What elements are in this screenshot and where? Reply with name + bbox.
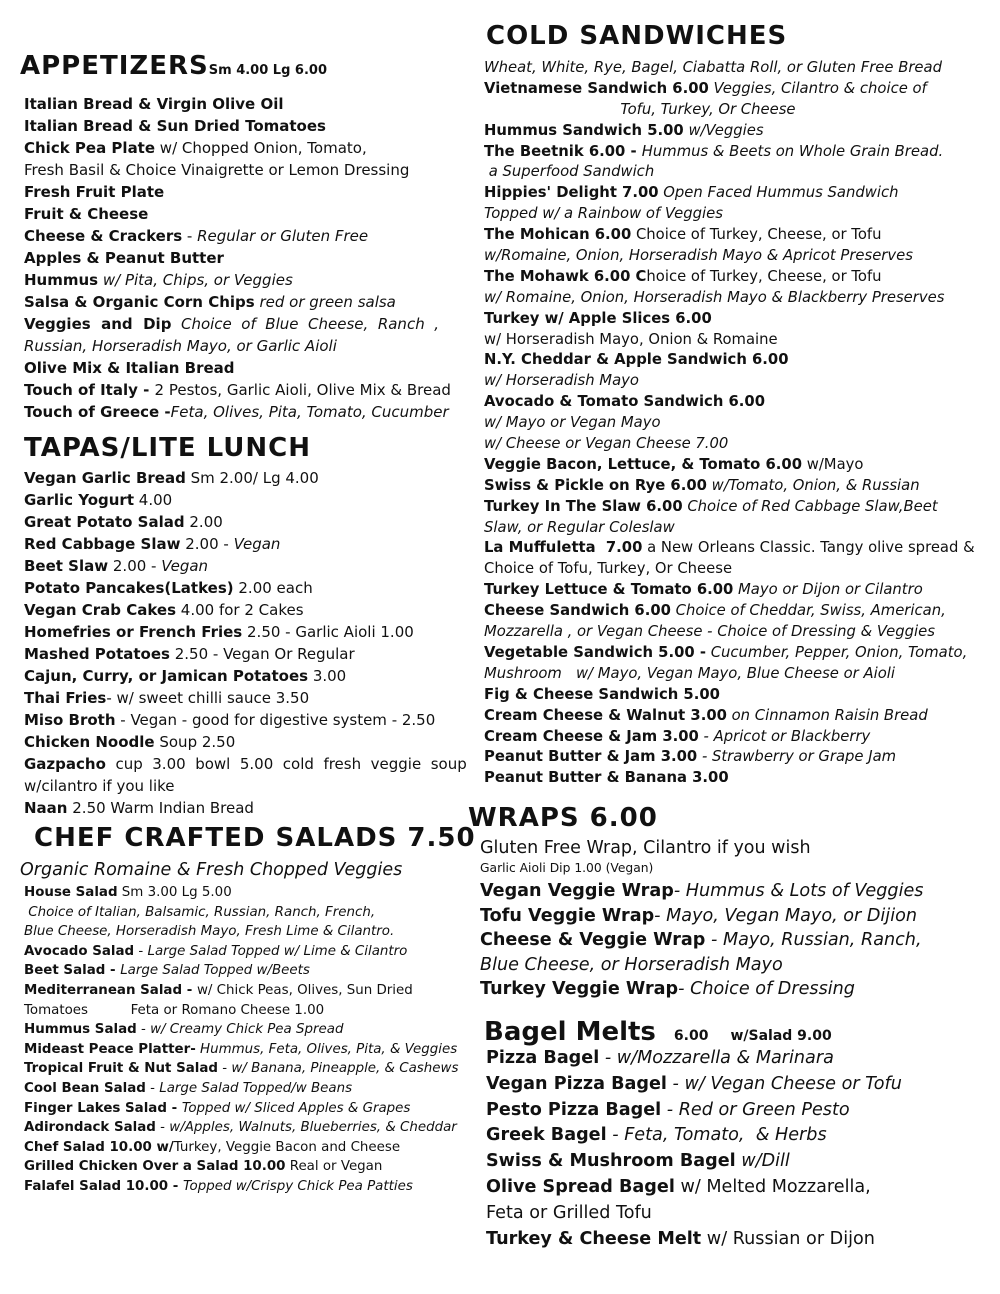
menu-line <box>24 533 464 555</box>
menu-line <box>24 961 464 981</box>
menu-line <box>484 350 984 371</box>
item-description-italic: a Superfood Sandwich <box>484 163 655 181</box>
item-name: Salsa & Organic Corn Chips <box>24 293 255 311</box>
item-name: Great Potato Salad <box>24 513 185 531</box>
item-description-italic: Cucumber, Pepper, Onion, Tomato, <box>705 643 968 661</box>
item-description-italic: w/ Creamy Chick Pea Spread <box>150 1022 344 1038</box>
menu-line <box>484 100 984 121</box>
menu-line <box>480 879 984 904</box>
cold-sandwiches-list <box>484 58 984 789</box>
item-name: Fruit & Cheese <box>24 205 149 223</box>
menu-line <box>24 93 464 115</box>
menu-line <box>24 922 464 942</box>
item-description-italic: Choice of Cheddar, Swiss, American, <box>670 602 946 620</box>
appetizers-price: Sm 4.00 Lg 6.00 <box>208 63 327 78</box>
item-name: Turkey w/ Apple Slices 6.00 <box>484 309 712 327</box>
item-description: Choice of Turkey, Cheese, or Tofu <box>631 226 882 244</box>
item-description: w/ Chopped Onion, Tomato, <box>155 139 367 157</box>
item-name: Italian Bread & Sun Dried Tomatoes <box>24 117 326 135</box>
item-name: The Mohican 6.00 <box>484 226 632 244</box>
menu-line <box>484 121 984 142</box>
item-name: Potato Pancakes(Latkes) <box>24 579 234 597</box>
item-description-italic: - w/Mozzarella & Marinara <box>599 1048 834 1068</box>
menu-line <box>24 775 464 797</box>
item-description-italic: Large Salad Topped/w Beans <box>159 1080 353 1096</box>
item-description-italic: Topped w/Crispy Chick Pea Patties <box>182 1178 413 1194</box>
item-description-italic: Choice of Blue Cheese, Ranch , <box>171 315 439 333</box>
item-description-italic: w/ Banana, Pineapple, & Cashews <box>231 1061 459 1077</box>
menu-line <box>480 928 984 953</box>
item-description: 2.50 - Vegan Or Regular <box>169 645 355 663</box>
menu-line <box>24 1020 464 1040</box>
item-description-italic: w/Tomato, Onion, & Russian <box>706 476 920 494</box>
item-name: Pesto Pizza Bagel <box>486 1099 662 1120</box>
menu-line <box>484 768 984 789</box>
item-name: Apples & Peanut Butter <box>24 249 224 267</box>
item-name: Cheese & Crackers <box>24 227 183 245</box>
item-name: Red Cabbage Slaw <box>24 535 181 553</box>
bagel-melts-price: 6.00 <box>673 1028 709 1044</box>
item-description-italic: - Red or Green Pesto <box>661 1099 850 1120</box>
item-description: - <box>182 227 198 245</box>
item-description-italic: Mayo or Dijon or Cilantro <box>733 581 923 599</box>
menu-line <box>484 142 984 163</box>
item-name: Vegan Garlic Bread <box>24 469 186 487</box>
menu-line <box>24 335 464 357</box>
item-description: Fresh Basil & Choice Vinaigrette or Lemon Dressing <box>24 161 410 179</box>
menu-line <box>484 79 984 100</box>
item-name: Olive Spread Bagel <box>486 1176 675 1197</box>
menu-line <box>484 162 984 183</box>
item-name: Cajun, Curry, or Jamican Potatoes <box>24 667 309 685</box>
item-description-italic: Vegan <box>161 557 209 575</box>
menu-line <box>24 489 464 511</box>
item-description: a New Orleans Classic. Tangy olive spread & <box>642 539 975 557</box>
appetizers-title: APPETIZERS <box>20 51 209 81</box>
item-name: Gazpacho <box>24 755 106 773</box>
item-name: House Salad <box>24 885 118 900</box>
item-description-italic: Blue Cheese, or Horseradish Mayo <box>480 954 783 975</box>
item-name: Tropical Fruit & Nut Salad <box>24 1061 218 1077</box>
menu-line <box>484 685 984 706</box>
item-name: Swiss & Mushroom Bagel <box>486 1151 736 1172</box>
bagel-melts-list <box>486 1046 984 1252</box>
item-name: Thai Fries <box>24 689 107 707</box>
menu-line <box>24 731 464 753</box>
item-description-italic: Hummus, Feta, Olives, Pita, & Veggies <box>195 1041 458 1057</box>
item-description: 2.00 each <box>233 579 313 597</box>
item-description: w/ Melted Mozzarella, <box>674 1176 871 1197</box>
item-name: Tofu Veggie Wrap <box>480 905 655 926</box>
item-name: Greek Bagel <box>486 1125 607 1146</box>
item-description: Tomatoes Feta or Romano Cheese 1.00 <box>24 1002 325 1018</box>
item-description: 3.00 <box>308 667 347 685</box>
item-description-italic: Veggies, Cilantro & choice of <box>708 79 927 97</box>
menu-line <box>486 1046 984 1072</box>
menu-line <box>484 309 984 330</box>
item-name: Touch of Italy - <box>24 381 155 399</box>
menu-line <box>24 247 464 269</box>
menu-line <box>24 115 464 137</box>
item-description-italic: w/ Horseradish Mayo <box>484 372 639 390</box>
item-description: Feta or Grilled Tofu <box>486 1202 652 1223</box>
item-name: Vegan Crab Cakes <box>24 601 177 619</box>
item-name: Peanut Butter & Jam 3.00 <box>484 748 698 766</box>
item-description-italic: on Cinnamon Raisin Bread <box>726 706 928 724</box>
item-description: - <box>136 1022 151 1038</box>
item-description: hoice of Turkey, Cheese, or Tofu <box>646 267 882 285</box>
tapas-list <box>24 467 467 819</box>
item-description: - <box>145 1080 160 1096</box>
item-description: w/cilantro if you like <box>24 777 175 795</box>
item-name: Mideast Peace Platter- <box>24 1041 196 1057</box>
menu-line <box>486 1175 984 1201</box>
item-description-italic: Choice of Red Cabbage Slaw,Beet <box>682 497 938 515</box>
menu-line <box>24 1079 464 1099</box>
item-description: w/ Chick Peas, Olives, Sun Dried <box>196 982 413 998</box>
menu-line <box>484 183 984 204</box>
item-description-italic: - Hummus & Lots of Veggies <box>673 881 924 901</box>
item-description: - <box>134 943 148 959</box>
menu-line <box>24 1157 464 1177</box>
wraps-list <box>480 879 984 1002</box>
item-name: Veggies and Dip <box>24 315 172 333</box>
menu-line <box>484 538 984 559</box>
item-description-italic: Mozzarella , or Vegan Cheese - Choice of Dressing & Veggies <box>484 623 935 641</box>
item-description-italic: w/ Mayo or Vegan Mayo <box>484 414 661 432</box>
item-description: 2 Pestos, Garlic Aioli, Olive Mix & Bread <box>154 381 451 399</box>
item-name: Italian Bread & Virgin Olive Oil <box>24 95 284 113</box>
item-description: - Vegan - good for digestive system - 2.50 <box>115 711 436 729</box>
menu-line <box>24 1059 464 1079</box>
menu-line <box>484 455 984 476</box>
item-name: Finger Lakes Salad - <box>24 1100 182 1116</box>
item-description-italic: Tofu, Turkey, Or Cheese <box>484 100 796 118</box>
menu-line <box>484 371 984 392</box>
menu-line <box>484 518 984 539</box>
item-description-italic: - Mayo, Vegan Mayo, or Dijion <box>654 905 917 926</box>
menu-line <box>480 977 984 1002</box>
item-description-italic: w/ Romaine, Onion, Horseradish Mayo & Blackberry Preserves <box>484 288 945 306</box>
item-description: 2.00 - <box>108 557 162 575</box>
menu-line <box>484 288 984 309</box>
menu-line <box>24 555 464 577</box>
item-name: Avocado Salad <box>24 943 135 959</box>
item-description-italic: Large Salad Topped w/ Lime & Cilantro <box>147 943 408 959</box>
item-description-italic: w/Apples, Walnuts, Blueberries, & Cheddar <box>169 1120 457 1136</box>
menu-line <box>24 511 464 533</box>
menu-line <box>486 1149 984 1175</box>
item-description-italic: Blue Cheese, Horseradish Mayo, Fresh Lime & Cilantro. <box>24 924 395 940</box>
menu-line <box>486 1072 984 1098</box>
menu-line <box>24 159 464 181</box>
item-name: Turkey Lettuce & Tomato 6.00 <box>484 581 734 599</box>
menu-line <box>24 357 464 379</box>
item-description-italic: w/Romaine, Onion, Horseradish Mayo & Apricot Preserves <box>484 247 913 265</box>
menu-line <box>24 687 464 709</box>
item-name: Fresh Fruit Plate <box>24 183 165 201</box>
menu-line <box>24 903 464 923</box>
menu-line <box>24 942 464 962</box>
menu-line <box>24 269 464 291</box>
item-name: Cheese & Veggie Wrap <box>480 930 706 951</box>
item-name: Chef Salad 10.00 w/ <box>24 1139 174 1155</box>
item-name: Pizza Bagel <box>486 1048 600 1068</box>
menu-line <box>24 1001 464 1021</box>
menu-line <box>484 434 984 455</box>
item-name: The Beetnik 6.00 - <box>484 142 642 160</box>
item-description: 2.00 <box>184 513 223 531</box>
item-description-italic: - Feta, Tomato, & Herbs <box>606 1125 827 1146</box>
item-name: Hummus <box>24 271 99 289</box>
menu-line <box>24 643 464 665</box>
item-description-italic: Regular or Gluten Free <box>197 227 369 245</box>
menu-line <box>484 267 984 288</box>
item-description: Choice of Tofu, Turkey, Or Cheese <box>484 560 733 578</box>
salads-intro-text: Organic Romaine & Fresh Chopped Veggies <box>20 860 403 880</box>
item-name: Turkey In The Slaw 6.00 <box>484 497 683 515</box>
wraps-gluten-free-note: Gluten Free Wrap, Cilantro if you wish <box>480 838 811 858</box>
item-description-italic: - Strawberry or Grape Jam <box>697 748 897 766</box>
item-name: Cream Cheese & Walnut 3.00 <box>484 706 727 724</box>
appetizers-list <box>24 93 464 423</box>
item-name: Hummus Sandwich 5.00 <box>484 121 684 139</box>
item-name: Homefries or French Fries <box>24 623 243 641</box>
menu-line <box>24 753 467 775</box>
wraps-intro <box>480 836 984 876</box>
menu-line <box>484 643 984 664</box>
item-name: Naan <box>24 799 68 817</box>
item-name: Grilled Chicken Over a Salad 10.00 <box>24 1159 286 1175</box>
menu-line <box>484 413 984 434</box>
item-name: Falafel Salad 10.00 - <box>24 1178 183 1194</box>
menu-line <box>484 747 984 768</box>
item-description-italic: Slaw, or Regular Coleslaw <box>484 518 675 536</box>
item-description-italic: Wheat, White, Rye, Bagel, Ciabatta Roll, or Gluten Free Bread <box>484 59 942 76</box>
menu-line <box>24 1040 464 1060</box>
tapas-heading: TAPAS/LITE LUNCH <box>24 433 311 463</box>
menu-line <box>484 330 984 351</box>
item-name: Mashed Potatoes <box>24 645 170 663</box>
item-name: Vegan Pizza Bagel <box>486 1073 667 1094</box>
item-description: - <box>155 1120 170 1136</box>
item-description-italic: Topped w/ a Rainbow of Veggies <box>484 205 723 223</box>
menu-line <box>484 246 984 267</box>
item-description-italic: Russian, Horseradish Mayo, or Garlic Aioli <box>24 337 337 355</box>
item-description-italic: - w/ Vegan Cheese or Tofu <box>666 1073 902 1094</box>
item-name: Hummus Salad <box>24 1022 137 1038</box>
menu-line <box>484 225 984 246</box>
wraps-aioli-note: Garlic Aioli Dip 1.00 (Vegan) <box>480 861 654 875</box>
menu-line <box>24 379 464 401</box>
menu-line <box>480 904 984 929</box>
menu-line <box>486 1201 984 1227</box>
item-description: Real or Vegan <box>285 1159 383 1175</box>
item-description: Turkey, Veggie Bacon and Cheese <box>173 1139 401 1155</box>
menu-line <box>24 1177 464 1197</box>
wraps-heading: WRAPS 6.00 <box>468 803 658 833</box>
item-name: N.Y. Cheddar & Apple Sandwich 6.00 <box>484 351 789 369</box>
item-description-italic: Choice of Italian, Balsamic, Russian, Ranch, French, <box>24 904 376 920</box>
menu-line <box>24 313 464 335</box>
bagel-melts-salad-price: w/Salad 9.00 <box>730 1028 832 1044</box>
item-name: Swiss & Pickle on Rye 6.00 <box>484 476 707 494</box>
menu-line <box>484 559 984 580</box>
salads-intro <box>20 857 464 883</box>
menu-line <box>24 1099 464 1119</box>
menu-line <box>24 291 464 313</box>
item-name: Mediterranean Salad - <box>24 982 197 998</box>
item-name: Garlic Yogurt <box>24 491 135 509</box>
item-description-italic: red or green salsa <box>254 293 396 311</box>
item-description: 4.00 for 2 Cakes <box>176 601 304 619</box>
menu-line <box>24 621 464 643</box>
menu-line <box>484 58 984 79</box>
menu-line <box>484 622 984 643</box>
menu-line <box>484 392 984 413</box>
item-name: Turkey & Cheese Melt <box>486 1228 702 1249</box>
menu-line <box>484 497 984 518</box>
menu-line <box>24 709 464 731</box>
menu-line <box>484 727 984 748</box>
item-description: - <box>217 1061 232 1077</box>
menu-line <box>486 1123 984 1149</box>
item-description-italic: Mushroom w/ Mayo, Vegan Mayo, Blue Cheese or Aioli <box>484 664 895 682</box>
item-description: w/ Horseradish Mayo, Onion & Romaine <box>484 330 778 348</box>
item-description: cup 3.00 bowl 5.00 cold fresh veggie soup <box>105 755 467 773</box>
item-name: Vietnamese Sandwich 6.00 <box>484 79 709 97</box>
item-name: Avocado & Tomato Sandwich 6.00 <box>484 393 766 411</box>
item-description: Soup 2.50 <box>154 733 236 751</box>
item-description: Sm 2.00/ Lg 4.00 <box>185 469 319 487</box>
item-description-italic: Hummus & Beets on Whole Grain Bread. <box>641 142 944 160</box>
cold-sandwiches-heading: COLD SANDWICHES <box>486 21 788 51</box>
menu-line <box>484 706 984 727</box>
menu-line <box>24 181 464 203</box>
item-name: Olive Mix & Italian Bread <box>24 359 235 377</box>
item-description-italic: Vegan <box>233 535 281 553</box>
item-description: w/ Russian or Dijon <box>701 1228 875 1249</box>
item-name: Veggie Bacon, Lettuce, & Tomato 6.00 <box>484 455 803 473</box>
menu-line <box>24 203 464 225</box>
item-name: Cheese Sandwich 6.00 <box>484 602 671 620</box>
item-description-italic: w/Veggies <box>683 121 764 139</box>
menu-line <box>480 953 984 978</box>
item-description-italic: - Choice of Dressing <box>678 979 855 1000</box>
item-name: Cool Bean Salad <box>24 1080 146 1096</box>
salads-list <box>24 883 464 1197</box>
item-name: Beet Salad - <box>24 963 121 979</box>
menu-line <box>24 599 464 621</box>
menu-line <box>484 476 984 497</box>
salads-heading: CHEF CRAFTED SALADS 7.50 <box>34 823 476 853</box>
item-description-italic: - Apricot or Blackberry <box>698 727 871 745</box>
item-name: The Mohawk 6.00 C <box>484 267 647 285</box>
item-description-italic: w/Dill <box>735 1151 790 1172</box>
menu-line <box>24 1138 464 1158</box>
item-description-italic: Large Salad Topped w/Beets <box>120 963 310 979</box>
menu-line <box>484 664 984 685</box>
menu-line <box>486 1098 984 1124</box>
item-name: Vegetable Sandwich 5.00 - <box>484 643 706 661</box>
menu-line <box>484 204 984 225</box>
item-description: 2.00 - <box>180 535 234 553</box>
item-name: Cream Cheese & Jam 3.00 <box>484 727 699 745</box>
item-name: Fig & Cheese Sandwich 5.00 <box>484 685 720 703</box>
item-description: - w/ sweet chilli sauce 3.50 <box>106 689 310 707</box>
item-name: Adirondack Salad <box>24 1120 156 1136</box>
item-description: 4.00 <box>134 491 173 509</box>
item-name: Turkey Veggie Wrap <box>480 979 679 1000</box>
item-description-italic: - Mayo, Russian, Ranch, <box>705 930 922 951</box>
menu-line <box>486 1227 984 1253</box>
menu-line <box>484 580 984 601</box>
menu-line <box>24 883 464 903</box>
menu-line <box>24 665 464 687</box>
menu-line <box>24 137 464 159</box>
item-description-italic: w/ Pita, Chips, or Veggies <box>98 271 293 289</box>
menu-line <box>484 601 984 622</box>
item-name: Hippies' Delight 7.00 <box>484 184 659 202</box>
item-description: 2.50 Warm Indian Bread <box>67 799 254 817</box>
item-description: 2.50 - Garlic Aioli 1.00 <box>242 623 414 641</box>
item-name: Touch of Greece - <box>24 403 171 421</box>
item-description-italic: w/ Cheese or Vegan Cheese 7.00 <box>484 435 729 453</box>
item-name: Beet Slaw <box>24 557 109 575</box>
appetizers-heading <box>20 50 327 87</box>
item-description-italic: Open Faced Hummus Sandwich <box>658 184 899 202</box>
menu-line <box>24 225 464 247</box>
item-description-italic: Feta, Olives, Pita, Tomato, Cucumber <box>170 403 449 421</box>
item-name: Vegan Veggie Wrap <box>480 881 674 901</box>
item-name: Chick Pea Plate <box>24 139 156 157</box>
menu-line <box>24 1118 464 1138</box>
menu-line <box>24 577 464 599</box>
item-name: Peanut Butter & Banana 3.00 <box>484 769 729 787</box>
item-description: Sm 3.00 Lg 5.00 <box>117 885 232 900</box>
item-name: Chicken Noodle <box>24 733 155 751</box>
item-name: La Muffuletta 7.00 <box>484 539 643 557</box>
item-description: w/Mayo <box>802 455 864 473</box>
menu-line <box>24 797 464 819</box>
menu-line <box>24 467 464 489</box>
item-description-italic: Topped w/ Sliced Apples & Grapes <box>181 1100 411 1116</box>
bagel-melts-title: Bagel Melts <box>484 1017 656 1047</box>
item-name: Miso Broth <box>24 711 116 729</box>
menu-line <box>24 981 464 1001</box>
menu-line <box>24 401 464 423</box>
